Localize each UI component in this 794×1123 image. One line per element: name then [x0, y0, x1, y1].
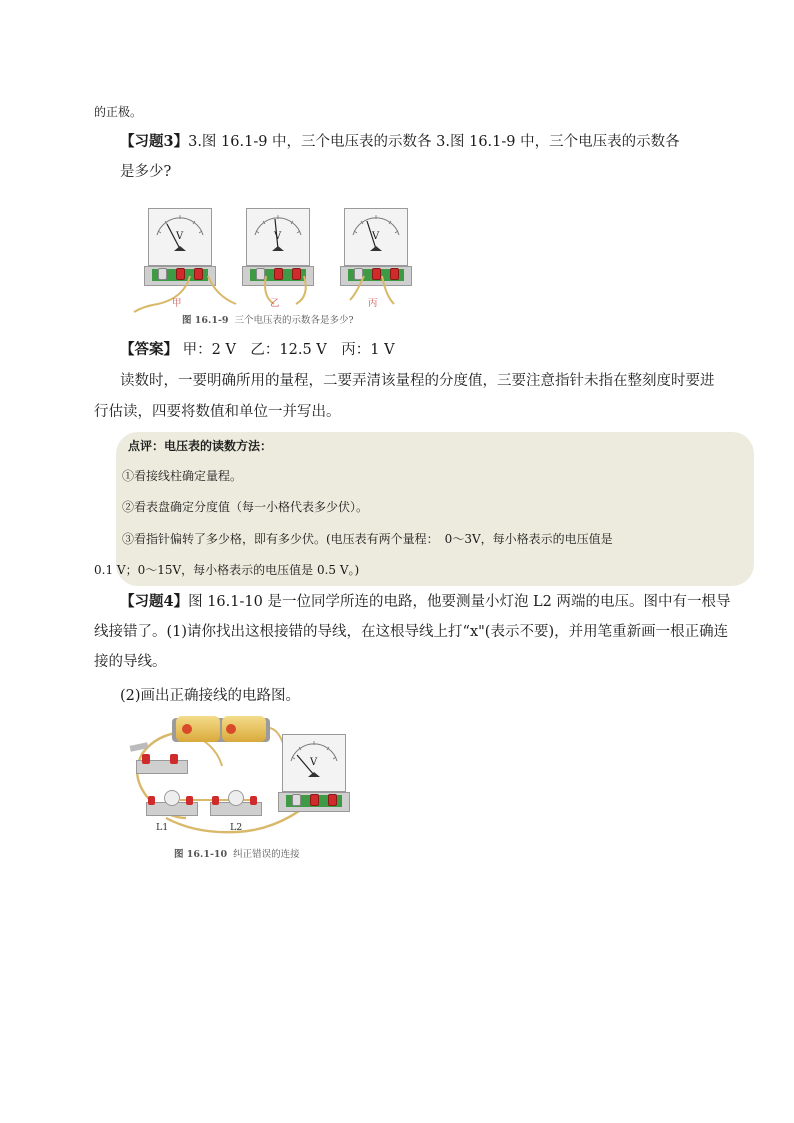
voltmeter-b-symbol: V	[274, 231, 282, 242]
lamp-1-terminal-2	[186, 796, 193, 805]
battery-plus-mark-1	[182, 724, 192, 734]
switch-terminal-2	[170, 754, 178, 764]
voltmeter-a-symbol: V	[176, 231, 184, 242]
q3-text: 3.图 16.1-9 中，三个电压表的示数各 3.图 16.1-9 中，三个电压表的示数各	[188, 134, 680, 150]
comment-item-3: ③看指针偏转了多少格，即有多少伏。(电压表有两个量程： 0～3V，每小格表示的电压值是	[122, 532, 613, 546]
answer-line	[120, 340, 395, 360]
lamp-1-bulb	[164, 790, 180, 806]
q3-first-line	[120, 132, 680, 152]
comment-item-2: ②看表盘确定分度值（每一小格代表多少伏）。	[122, 500, 369, 514]
voltmeter-c-label: 丙	[368, 298, 378, 309]
voltmeter-b-label: 乙	[270, 298, 280, 309]
figure-16-1-9-caption: 图 16.1-9 三个电压表的示数各是多少?	[182, 315, 354, 326]
lamp-1-label: L1	[156, 822, 169, 833]
q4-sub-question-2: (2)画出正确接线的电路图。	[120, 688, 301, 704]
figure-16-1-10	[126, 714, 356, 864]
lamp-2-terminal-1	[212, 796, 219, 805]
explanation-line-2: 行估读，四要将数值和单位一并写出。	[94, 404, 341, 420]
q4-third-line: 接的导线。	[94, 654, 167, 670]
lamp-2-bulb	[228, 790, 244, 806]
explanation-line-1: 读数时，一要明确所用的量程，二要弄清该量程的分度值，三要注意指针未指在整刻度时要进	[120, 373, 715, 389]
comment-item-3-continued: 0.1 V；0～15V，每小格表示的电压值是 0.5 V。)	[94, 563, 360, 577]
previous-text-fragment: 的正极。	[94, 105, 143, 119]
q4-second-line: 线接错了。(1)请你找出这根接错的导线，在这根导线上打“x"(表示不要)，并用笔重新画一根正确连	[94, 624, 729, 640]
q3-tag: 【习题3】	[120, 133, 189, 150]
q4-tag: 【习题4】	[120, 593, 189, 610]
lamp-2-label: L2	[230, 822, 243, 833]
lamp-2-terminal-2	[250, 796, 257, 805]
answer-tag: 【答案】	[120, 341, 178, 358]
comment-item-1: ①看接线柱确定量程。	[122, 469, 243, 483]
switch-terminal-1	[142, 754, 150, 764]
voltmeter-a-label: 甲	[172, 298, 182, 309]
voltmeter-c-symbol: V	[372, 231, 380, 242]
q3-second-line: 是多少?	[120, 164, 172, 180]
q4-text: 图 16.1-10 是一位同学所连的电路，他要测量小灯泡 L2 两端的电压。图中有一根导	[188, 594, 731, 610]
battery-plus-mark-2	[226, 724, 236, 734]
circuit-voltmeter	[282, 734, 346, 826]
figure-16-1-10-caption: 图 16.1-10 纠正错误的连接	[174, 849, 300, 860]
lamp-1-terminal-1	[148, 796, 155, 805]
answer-text: 甲：2 V 乙：12.5 V 丙：1 V	[182, 342, 395, 358]
figure-16-1-9	[124, 200, 414, 330]
comment-title: 点评：电压表的读数方法：	[128, 439, 273, 453]
circuit-voltmeter-symbol: V	[310, 757, 318, 768]
q4-first-line	[120, 592, 731, 612]
